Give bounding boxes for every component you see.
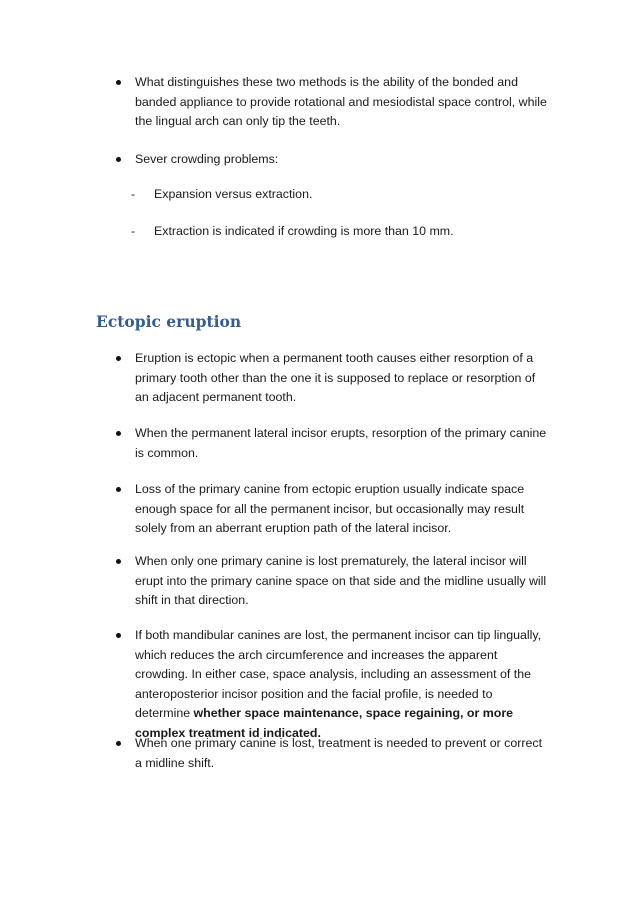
list-item-text: Sever crowding problems:	[135, 152, 279, 166]
bullet-icon	[116, 559, 121, 564]
sub-list-item-text: Extraction is indicated if crowding is more than 10 mm.	[154, 224, 454, 238]
list-item-text-lead: If both mandibular canines are lost, the permanent incisor can tip lingually, which reduces the arch circumference and increases the apparent crowding. In either case, space analysis, including an assessment of the anteroposterior incisor position and the facial profile, is needed to determine	[135, 628, 542, 720]
bullet-icon	[116, 157, 121, 162]
list-item-text: What distinguishes these two methods is the ability of the bonded and banded appliance to provide rotational and mesiodistal space control, while the lingual arch can only tip the teeth.	[135, 75, 547, 128]
list-item-text: When one primary canine is lost, treatment is needed to prevent or correct a midline shift.	[135, 736, 543, 770]
emphasized-text: whether space maintenance, space regaining, or more complex treatment id indicated.	[135, 706, 514, 740]
list-item-text: When the permanent lateral incisor erupts, resorption of the primary canine is common.	[135, 426, 547, 460]
list-item-text: Eruption is ectopic when a permanent tooth causes either resorption of a primary tooth other than the one it is supposed to replace or resorption of an adjacent permanent tooth.	[135, 351, 536, 404]
section-heading: Ectopic eruption	[96, 312, 242, 331]
dash-icon: -	[131, 224, 136, 238]
bullet-icon	[116, 487, 121, 492]
bullet-icon	[116, 741, 121, 746]
sub-list-item-text: Expansion versus extraction.	[154, 187, 313, 201]
list-item-text: When only one primary canine is lost prematurely, the lateral incisor will erupt into the primary canine space on that side and the midline usually will shift in that direction.	[135, 554, 547, 607]
list-item-text	[135, 626, 547, 743]
bullet-icon	[116, 80, 121, 85]
bullet-icon	[116, 356, 121, 361]
bullet-icon	[116, 431, 121, 436]
dash-icon: -	[131, 187, 136, 201]
bullet-icon	[116, 633, 121, 638]
list-item-text: Loss of the primary canine from ectopic eruption usually indicate space enough space for all the permanent incisor, but occasionally may result solely from an aberrant eruption path of the lateral incisor.	[135, 482, 525, 535]
